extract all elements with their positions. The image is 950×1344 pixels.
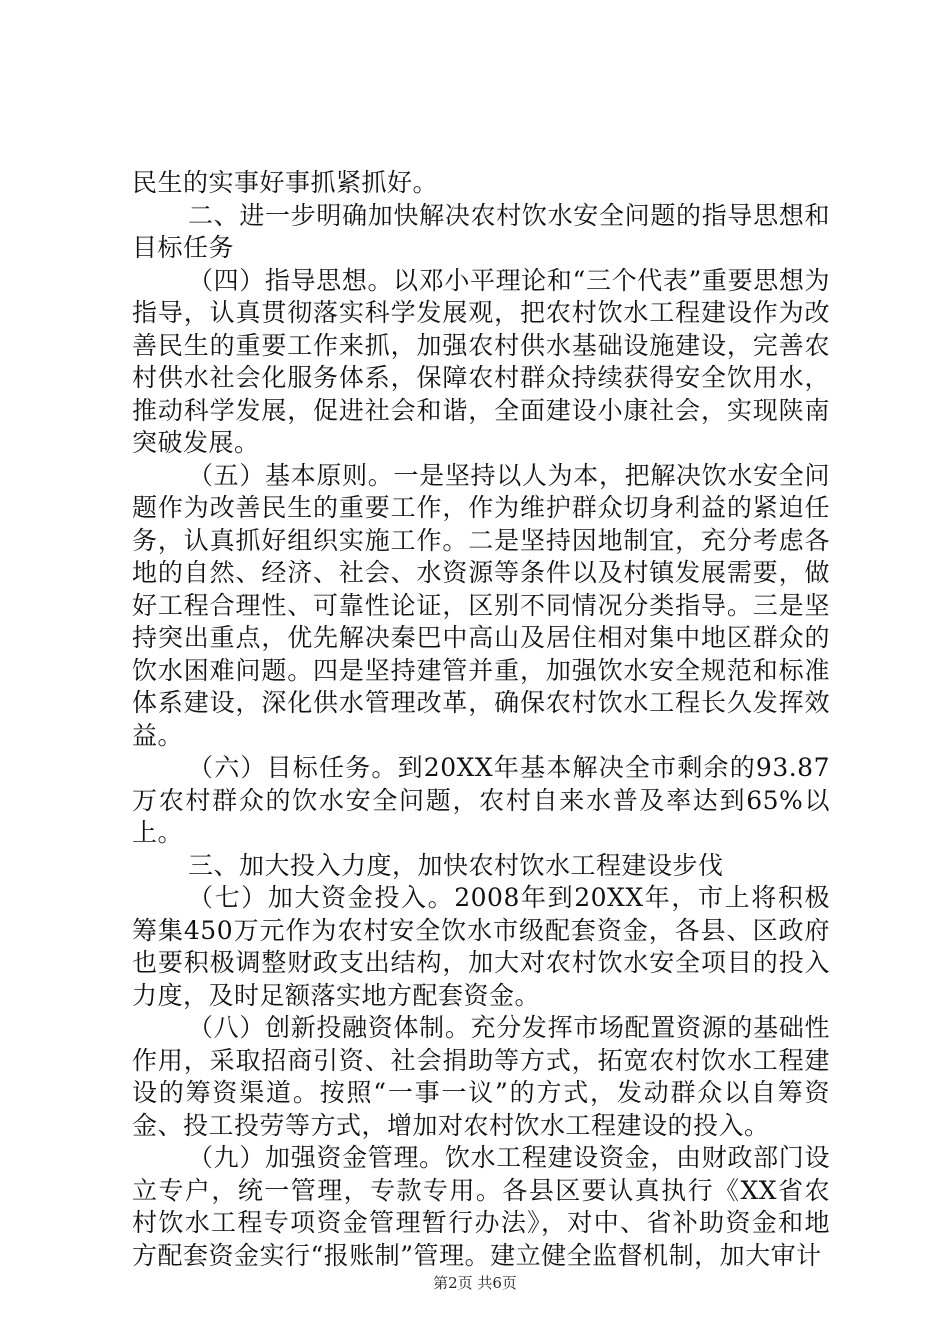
document-body bbox=[132, 167, 830, 1272]
paragraph-continuation: 民生的实事好事抓紧抓好。 bbox=[132, 168, 439, 197]
paragraph-investment-system: （八）创新投融资体制。充分发挥市场配置资源的基础性作用，采取招商引资、社会捐助等方式，拓宽农村饮水工程建设的筹资渠道。按照“一事一议”的方式，发动群众以自筹资金、投工投劳等方式，增加对农村饮水工程建设的投入。 bbox=[132, 1013, 830, 1140]
paragraph-basic-principles: （五）基本原则。一是坚持以人为本，把解决饮水安全问题作为改善民生的重要工作，作为维护群众切身利益的紧迫任务，认真抓好组织实施工作。二是坚持因地制宜，充分考虑各地的自然、经济、社会、水资源等条件以及村镇发展需要，做好工程合理性、可靠性论证，区别不同情况分类指导。三是坚持突出重点，优先解决秦巴中高山及居住相对集中地区群众的饮水困难问题。四是坚持建管并重，加强饮水安全规范和标准体系建设，深化供水管理改革，确保农村饮水工程长久发挥效益。 bbox=[132, 460, 830, 750]
section-heading-2: 二、进一步明确加快解决农村饮水安全问题的指导思想和目标任务 bbox=[132, 200, 830, 262]
paragraph-fund-management: （九）加强资金管理。饮水工程建设资金，由财政部门设立专户，统一管理，专款专用。各县区要认真执行《XX省农村饮水工程专项资金管理暂行办法》，对中、省补助资金和地方配套资金实行“报账制”管理。建立健全监督机制，加大审计 bbox=[132, 1143, 830, 1270]
page-number-footer: 第2页 共6页 bbox=[433, 1274, 517, 1292]
paragraph-target-tasks: （六）目标任务。到20XX年基本解决全市剩余的93.87万农村群众的饮水安全问题，农村自来水普及率达到65%以上。 bbox=[132, 753, 830, 847]
section-heading-3: 三、加大投入力度，加快农村饮水工程建设步伐 bbox=[188, 850, 724, 880]
paragraph-guiding-ideology: （四）指导思想。以邓小平理论和“三个代表”重要思想为指导，认真贯彻落实科学发展观，把农村饮水工程建设作为改善民生的重要工作来抓，加强农村供水基础设施建设，完善农村供水社会化服务体系，保障农村群众持续获得安全饮用水，推动科学发展，促进社会和谐，全面建设小康社会，实现陕南突破发展。 bbox=[132, 265, 830, 457]
paragraph-funding-input: （七）加大资金投入。2008年到20XX年，市上将积极筹集450万元作为农村安全饮水市级配套资金，各县、区政府也要积极调整财政支出结构，加大对农村饮水安全项目的投入力度，及时足额落实地方配套资金。 bbox=[132, 883, 830, 1010]
